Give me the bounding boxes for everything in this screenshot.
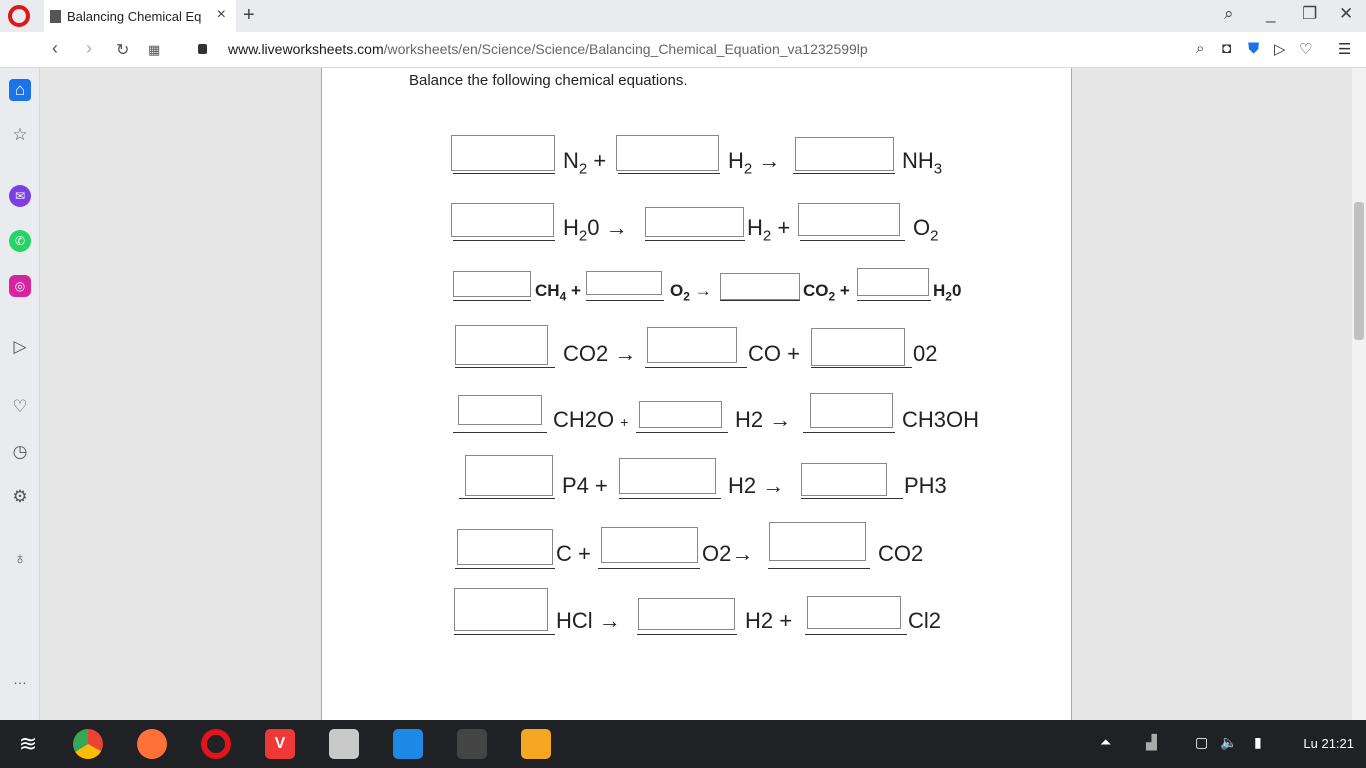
clock[interactable]: Lu 21:21 xyxy=(1303,736,1354,751)
tab-bar xyxy=(0,0,1366,32)
answer-box[interactable] xyxy=(451,203,554,237)
terminal-icon[interactable] xyxy=(457,729,487,759)
equation-term: $O_2$ → xyxy=(670,281,712,304)
sidebar xyxy=(0,68,40,720)
equation-term: $H_20$ → xyxy=(563,215,628,245)
equation-term: $NH_3$ xyxy=(902,148,943,178)
bookmarks-icon[interactable]: ☆ xyxy=(12,125,28,144)
equation-term: CH3OH xyxy=(902,407,980,432)
answer-line xyxy=(637,634,737,635)
equation-term: $CO_2$ + xyxy=(803,281,850,304)
search-page-icon[interactable]: ⌕ xyxy=(1196,40,1205,57)
messenger-icon[interactable]: ✉ xyxy=(9,185,31,207)
tips-bulb-icon[interactable]: ♁ xyxy=(13,549,27,568)
home-icon[interactable]: ⌂ xyxy=(9,79,31,101)
battery-icon[interactable]: ▮ xyxy=(1254,734,1262,750)
heart-icon[interactable]: ♡ xyxy=(1299,41,1313,58)
send-icon[interactable]: ▷ xyxy=(1274,41,1286,58)
equation-term: CH2O + xyxy=(553,407,629,432)
answer-box[interactable] xyxy=(457,529,553,565)
equation-term: H2 → xyxy=(735,407,792,432)
address-bar xyxy=(0,32,1366,68)
answer-box[interactable] xyxy=(586,271,662,295)
answer-line xyxy=(805,634,907,635)
firefox-icon[interactable] xyxy=(137,729,167,759)
new-tab-button[interactable]: + xyxy=(243,4,255,26)
answer-line xyxy=(645,367,747,368)
equation-term: C + xyxy=(556,541,591,566)
answer-line xyxy=(598,568,700,569)
url-path: /worksheets/en/Science/Science/Balancing_Chemical_Equation_va1232599lp xyxy=(383,41,868,57)
equation-term: $CH_4$ + xyxy=(535,281,581,304)
answer-box[interactable] xyxy=(638,598,735,630)
network-icon[interactable]: ▟ xyxy=(1146,734,1157,750)
answer-line xyxy=(618,173,720,174)
answer-line xyxy=(455,367,555,368)
answer-box[interactable] xyxy=(601,527,698,563)
instruction-text: Balance the following chemical equations. xyxy=(409,72,688,89)
back-button[interactable]: ‹ xyxy=(52,38,58,58)
answer-box[interactable] xyxy=(811,328,905,366)
answer-box[interactable] xyxy=(795,137,894,171)
equation-term: 02 xyxy=(913,341,938,366)
store-icon[interactable] xyxy=(393,729,423,759)
answer-line xyxy=(453,300,531,301)
equation-term: HCl → xyxy=(556,608,621,633)
equation-term: H2 → xyxy=(728,473,785,498)
equation-term: $H_20$ xyxy=(933,281,962,304)
answer-line xyxy=(768,568,870,569)
answer-box[interactable] xyxy=(458,395,542,425)
close-window-button[interactable]: ✕ xyxy=(1339,4,1354,23)
answer-line xyxy=(645,240,745,241)
answer-box[interactable] xyxy=(639,401,722,428)
notifications-icon[interactable]: ▢ xyxy=(1195,734,1209,750)
answer-box[interactable] xyxy=(720,273,800,300)
answer-box[interactable] xyxy=(647,327,737,363)
answer-box[interactable] xyxy=(645,207,744,237)
answer-box[interactable] xyxy=(810,393,893,428)
lock-icon[interactable] xyxy=(198,44,207,54)
equation-term: $H_2$ → xyxy=(728,148,781,178)
more-icon[interactable]: … xyxy=(13,671,27,687)
settings-gear-icon[interactable]: ⚙ xyxy=(12,487,28,506)
instagram-icon[interactable]: ◎ xyxy=(9,275,31,297)
adblock-shield-icon[interactable]: ⛊ xyxy=(1248,40,1260,57)
equation-term: CO + xyxy=(748,341,800,366)
opera-icon[interactable] xyxy=(201,729,231,759)
url-field[interactable] xyxy=(228,41,868,57)
equation-term: CO2 → xyxy=(563,341,637,366)
answer-box[interactable] xyxy=(616,135,719,171)
page-icon xyxy=(50,10,61,23)
speed-dial-icon[interactable]: ▦ xyxy=(148,42,161,57)
answer-line xyxy=(453,173,555,174)
equation-term: $O_2$ xyxy=(913,215,939,245)
answer-line xyxy=(857,300,931,301)
tab-title: Balancing Chemical Eq xyxy=(67,8,202,24)
equation-term: O2→ xyxy=(702,541,754,566)
flow-icon[interactable]: ▷ xyxy=(13,337,27,356)
answer-line xyxy=(453,240,555,241)
answer-line xyxy=(720,300,800,301)
forward-button[interactable]: › xyxy=(86,38,92,58)
equation-term: H2 + xyxy=(745,608,793,633)
scrollbar[interactable] xyxy=(1352,68,1366,720)
launcher-icon[interactable]: ≋ xyxy=(18,731,38,756)
restore-button[interactable]: ❐ xyxy=(1302,4,1318,23)
answer-line xyxy=(459,498,555,499)
answer-box[interactable] xyxy=(451,135,555,171)
answer-line xyxy=(455,568,555,569)
equation-term: $N_2$ + xyxy=(563,148,607,178)
answer-line xyxy=(453,432,547,433)
equation-term: PH3 xyxy=(904,473,947,498)
answer-box[interactable] xyxy=(453,271,531,297)
equation-term: Cl2 xyxy=(908,608,942,633)
minimize-button[interactable]: _ xyxy=(1266,4,1276,23)
search-tabs-icon[interactable]: ⌕ xyxy=(1224,4,1234,23)
answer-box[interactable] xyxy=(454,588,548,631)
files-icon[interactable] xyxy=(329,729,359,759)
answer-line xyxy=(454,634,555,635)
volume-icon[interactable]: 🔈 xyxy=(1220,734,1238,750)
history-icon[interactable]: ◷ xyxy=(12,442,28,461)
chrome-icon[interactable] xyxy=(73,729,103,759)
taskbar xyxy=(0,720,1366,768)
answer-box[interactable] xyxy=(455,325,548,365)
answer-box[interactable] xyxy=(857,268,929,296)
equation-term: CO2 xyxy=(878,541,924,566)
answer-box[interactable] xyxy=(807,596,901,629)
opera-menu-icon[interactable] xyxy=(8,5,30,27)
answer-box[interactable] xyxy=(801,463,887,496)
tab-balancing-chemical[interactable] xyxy=(44,0,236,32)
answer-line xyxy=(803,432,895,433)
url-host: www.liveworksheets.com xyxy=(228,41,384,57)
reload-icon[interactable]: ↻ xyxy=(116,42,130,59)
close-tab-icon[interactable]: × xyxy=(216,6,226,23)
answer-line xyxy=(586,300,664,301)
answer-line xyxy=(800,240,905,241)
answer-box[interactable] xyxy=(619,458,716,494)
my-flow-heart-icon[interactable]: ♡ xyxy=(12,397,28,416)
vivaldi-icon[interactable]: V xyxy=(265,729,295,759)
answer-line xyxy=(811,367,912,368)
answer-box[interactable] xyxy=(769,522,866,561)
answer-line xyxy=(619,498,721,499)
answer-line xyxy=(801,498,903,499)
whatsapp-icon[interactable]: ✆ xyxy=(9,230,31,252)
answer-box[interactable] xyxy=(465,455,553,496)
snapshot-icon[interactable]: ◘ xyxy=(1222,40,1232,57)
tray-arrow-icon[interactable]: ⏶ xyxy=(1100,734,1112,750)
scroll-thumb[interactable] xyxy=(1354,202,1364,340)
answer-box[interactable] xyxy=(798,203,900,236)
easy-setup-icon[interactable]: ☰ xyxy=(1338,41,1352,58)
equation-term: $H_2$ + xyxy=(747,215,791,245)
answer-line xyxy=(793,173,895,174)
answer-line xyxy=(636,432,728,433)
equation-term: P4 + xyxy=(562,473,608,498)
notes-icon[interactable] xyxy=(521,729,551,759)
